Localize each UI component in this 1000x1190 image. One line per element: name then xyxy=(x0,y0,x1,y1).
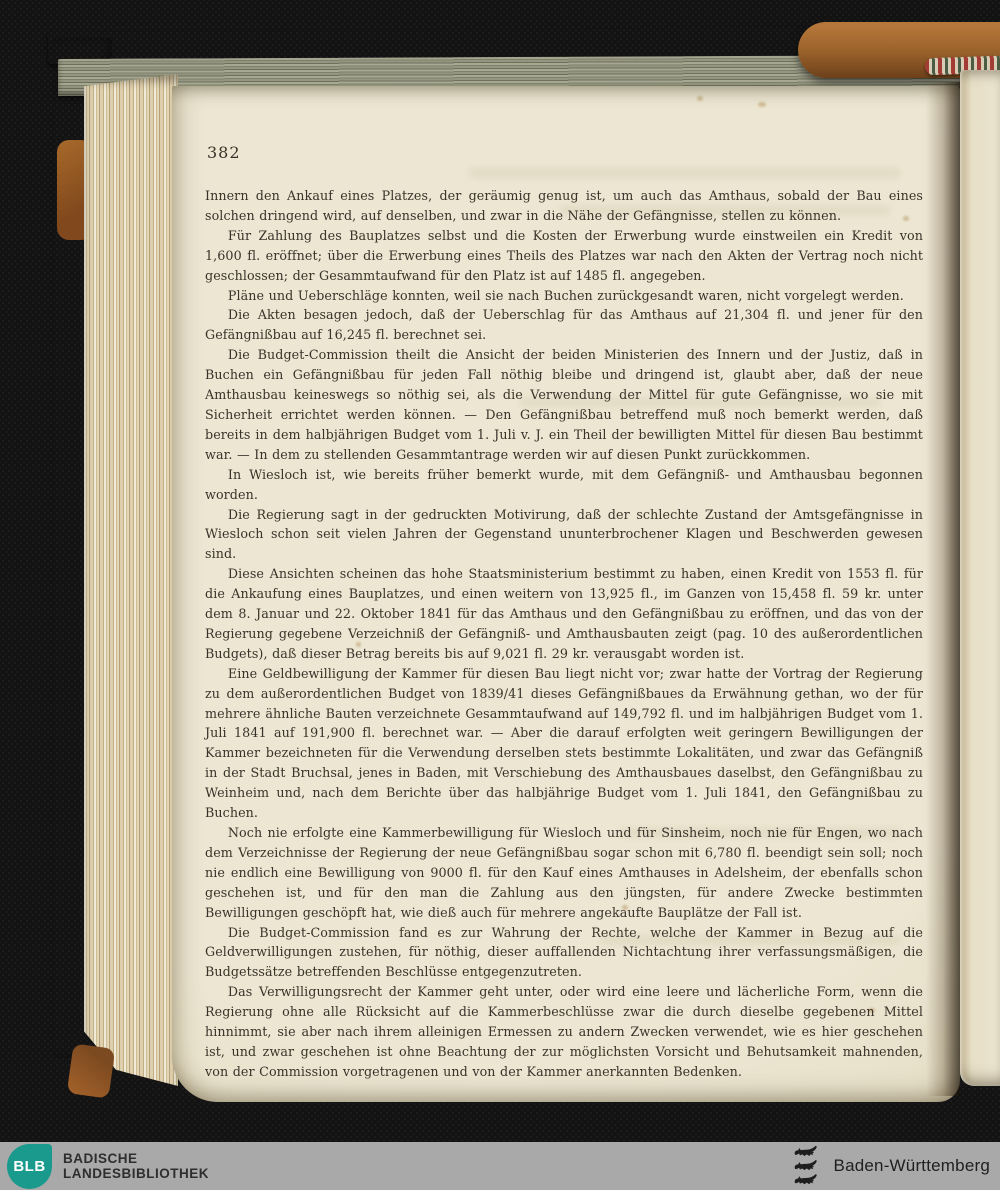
body-paragraph: Diese Ansichten scheinen das hohe Staatsministerium bestimmt zu haben, einen Kredit von 1553 fl. für die Ankaufung eines Bauplatzes, und einen weitern von 13,925 fl., im Ganzen von 15,458 fl. 59 kr. unter dem 8. Januar und 22. Oktober 1841 für das Amthaus und den Gefängnißbau zu eröffnen, und das von der Regierung gegebene Verzeichniß der Gefängniß- und Amthausbauten zeigt (pag. 10 des außerordentlichen Budgets), daß dieser Betrag bereits bis auf 9,021 fl. 29 kr. verausgabt worden ist. xyxy=(205,566,923,661)
body-paragraph: Die Budget-Commission fand es zur Wahrung der Rechte, welche der Kammer in Bezug auf die Geldverwilligungen zustehen, für nöthig, dieser auffallenden Nichtachtung ihrer verfassungsmäßigen, die Budgetssätze betreffenden Beschlüsse entgegenzutreten. xyxy=(205,924,923,980)
leather-corner-bottom-left xyxy=(67,1043,116,1098)
gutter-shadow xyxy=(926,82,960,1096)
body-paragraph: In Wiesloch ist, wie bereits früher bemerkt wurde, mit dem Gefängniß- und Amthausbau begonnen worden. xyxy=(205,466,923,502)
body-paragraph: Eine Geldbewilligung der Kammer für diesen Bau liegt nicht vor; zwar hatte der Vortrag der Regierung zu dem außerordentlichen Budget von 1839/41 dieses Gefängnißbaues da Erwähnung gethan, wo der für mehrere ähnliche Bauten verzeichnete Gesammtaufwand auf 149,792 fl. und im halbjährigen Budget vom 1. Juli 1841 auf 191,900 fl. berechnet war. — Aber die darauf erfolgten weit geringern Bewilligungen der Kammer bezeichneten für die Verwendung derselben stets bestimmte Lokalitäten, und zwar das Gefängniß in der Stadt Bruchsal, jenes in Baden, mit Verschiebung des Amthausbaues daselbst, den Gefängnißbau zu Weinheim und, nach dem Berichte über das halbjährige Budget vom 1. Juli 1841, den Gefängnißbau zu Buchen. xyxy=(205,665,923,821)
library-name xyxy=(63,1151,209,1182)
library-name-line2: LANDESBIBLIOTHEK xyxy=(63,1166,209,1181)
page-number: 382 xyxy=(207,143,241,162)
blb-logo-text: BLB xyxy=(13,1157,46,1175)
baden-wuerttemberg-lions-icon xyxy=(791,1145,825,1187)
state-branding xyxy=(791,1145,990,1187)
library-name-line1: BADISCHE xyxy=(63,1150,138,1166)
body-paragraph: Für Zahlung des Bauplatzes selbst und die Kosten der Erwerbung wurde einstweilen ein Kredit von 1,600 fl. eröffnet; über die Erwerbung eines Theils des Platzes war nach den Akten der Vertrag noch nicht geschlossen; der Gesammtaufwand für den Platz ist auf 1485 fl. angegeben. xyxy=(205,227,923,283)
page-text-area xyxy=(172,86,960,1102)
body-paragraph: Pläne und Ueberschläge konnten, weil sie nach Buchen zurückgesandt waren, nicht vorgelegt werden. xyxy=(227,287,904,303)
state-name: Baden-Württemberg xyxy=(833,1156,990,1175)
body-text xyxy=(205,186,923,1082)
body-paragraph: Die Regierung sagt in der gedruckten Motivirung, daß der schlechte Zustand der Amtsgefängnisse in Wiesloch schon seit vielen Jahren der Gegenstand ununterbrochener Klagen und Beschwerden gewesen sind. xyxy=(205,506,923,562)
body-paragraph: Die Akten besagen jedoch, daß der Ueberschlag für das Amthaus auf 21,304 fl. und jener für den Gefängnißbau auf 16,245 fl. berechnet sei. xyxy=(205,307,923,343)
body-paragraph: Die Budget-Commission theilt die Ansicht der beiden Ministerien des Innern und der Justiz, daß in Buchen ein Gefängnißbau für jeden Fall nöthig bleibe und dringend ist, glaubt aber, daß der neue Amthausbau keineswegs so nöthig sei, als die Verwendung der Mittel für gute Gefängnisse, wo sie mit Sicherheit errichtet werden können. — Den Gefängnißbau betreffend muß noch bemerkt werden, daß bereits in dem halbjährigen Budget vom 1. Juli v. J. ein Theil der bewilligten Mittel für diesen Bau bestimmt war. — In dem zu stellenden Gesammtantrage werden wir auf diesen Punkt zurückkommen. xyxy=(205,347,923,462)
blb-logo xyxy=(7,1144,52,1189)
facing-page-sliver xyxy=(960,70,1000,1086)
body-paragraph: Noch nie erfolgte eine Kammerbewilligung für Wiesloch und für Sinsheim, noch nie für Engen, wo nach dem Verzeichnisse der Regierung der neue Gefängnißbau sogar schon mit 6,780 fl. beendigt sein soll; noch nie endlich eine Bewilligung von 9000 fl. für den Kauf eines Amthauses in Adelsheim, der ebenfalls schon geschehen ist, und für den man die Zahlung aus den jüngsten, für andere Zwecke bestimmten Bewilligungen geschöpft hat, wie dieß auch für mehrere angekaufte Bauplätze der Fall ist. xyxy=(205,825,923,920)
page-stack-left-edges xyxy=(84,74,178,1086)
body-paragraph: Innern den Ankauf eines Platzes, der geräumig genug ist, um auch das Amthaus, sobald der Bau eines solchen dringend wird, auf denselben, und zwar in die Nähe der Gefängnisse, stellen zu können. xyxy=(205,188,923,223)
library-footer-bar xyxy=(0,1142,1000,1190)
body-paragraph: Das Verwilligungsrecht der Kammer geht unter, oder wird eine leere und lächerliche Form, wenn die Regierung ohne alle Rücksicht auf die Kammerbeschlüsse zwar die durch dieselbe gegebenen Mittel hinnimmt, sie aber nach ihrem alleinigen Ermessen zu andern Zwecken verwendet, wie es hier geschehen ist, und zwar geschehen ist ohne Beachtung der zur möglichsten Vorsicht und Behutsamkeit mahnenden, von der Commission vorgetragenen und von der Kammer anerkannten Bedenken. xyxy=(205,984,923,1079)
